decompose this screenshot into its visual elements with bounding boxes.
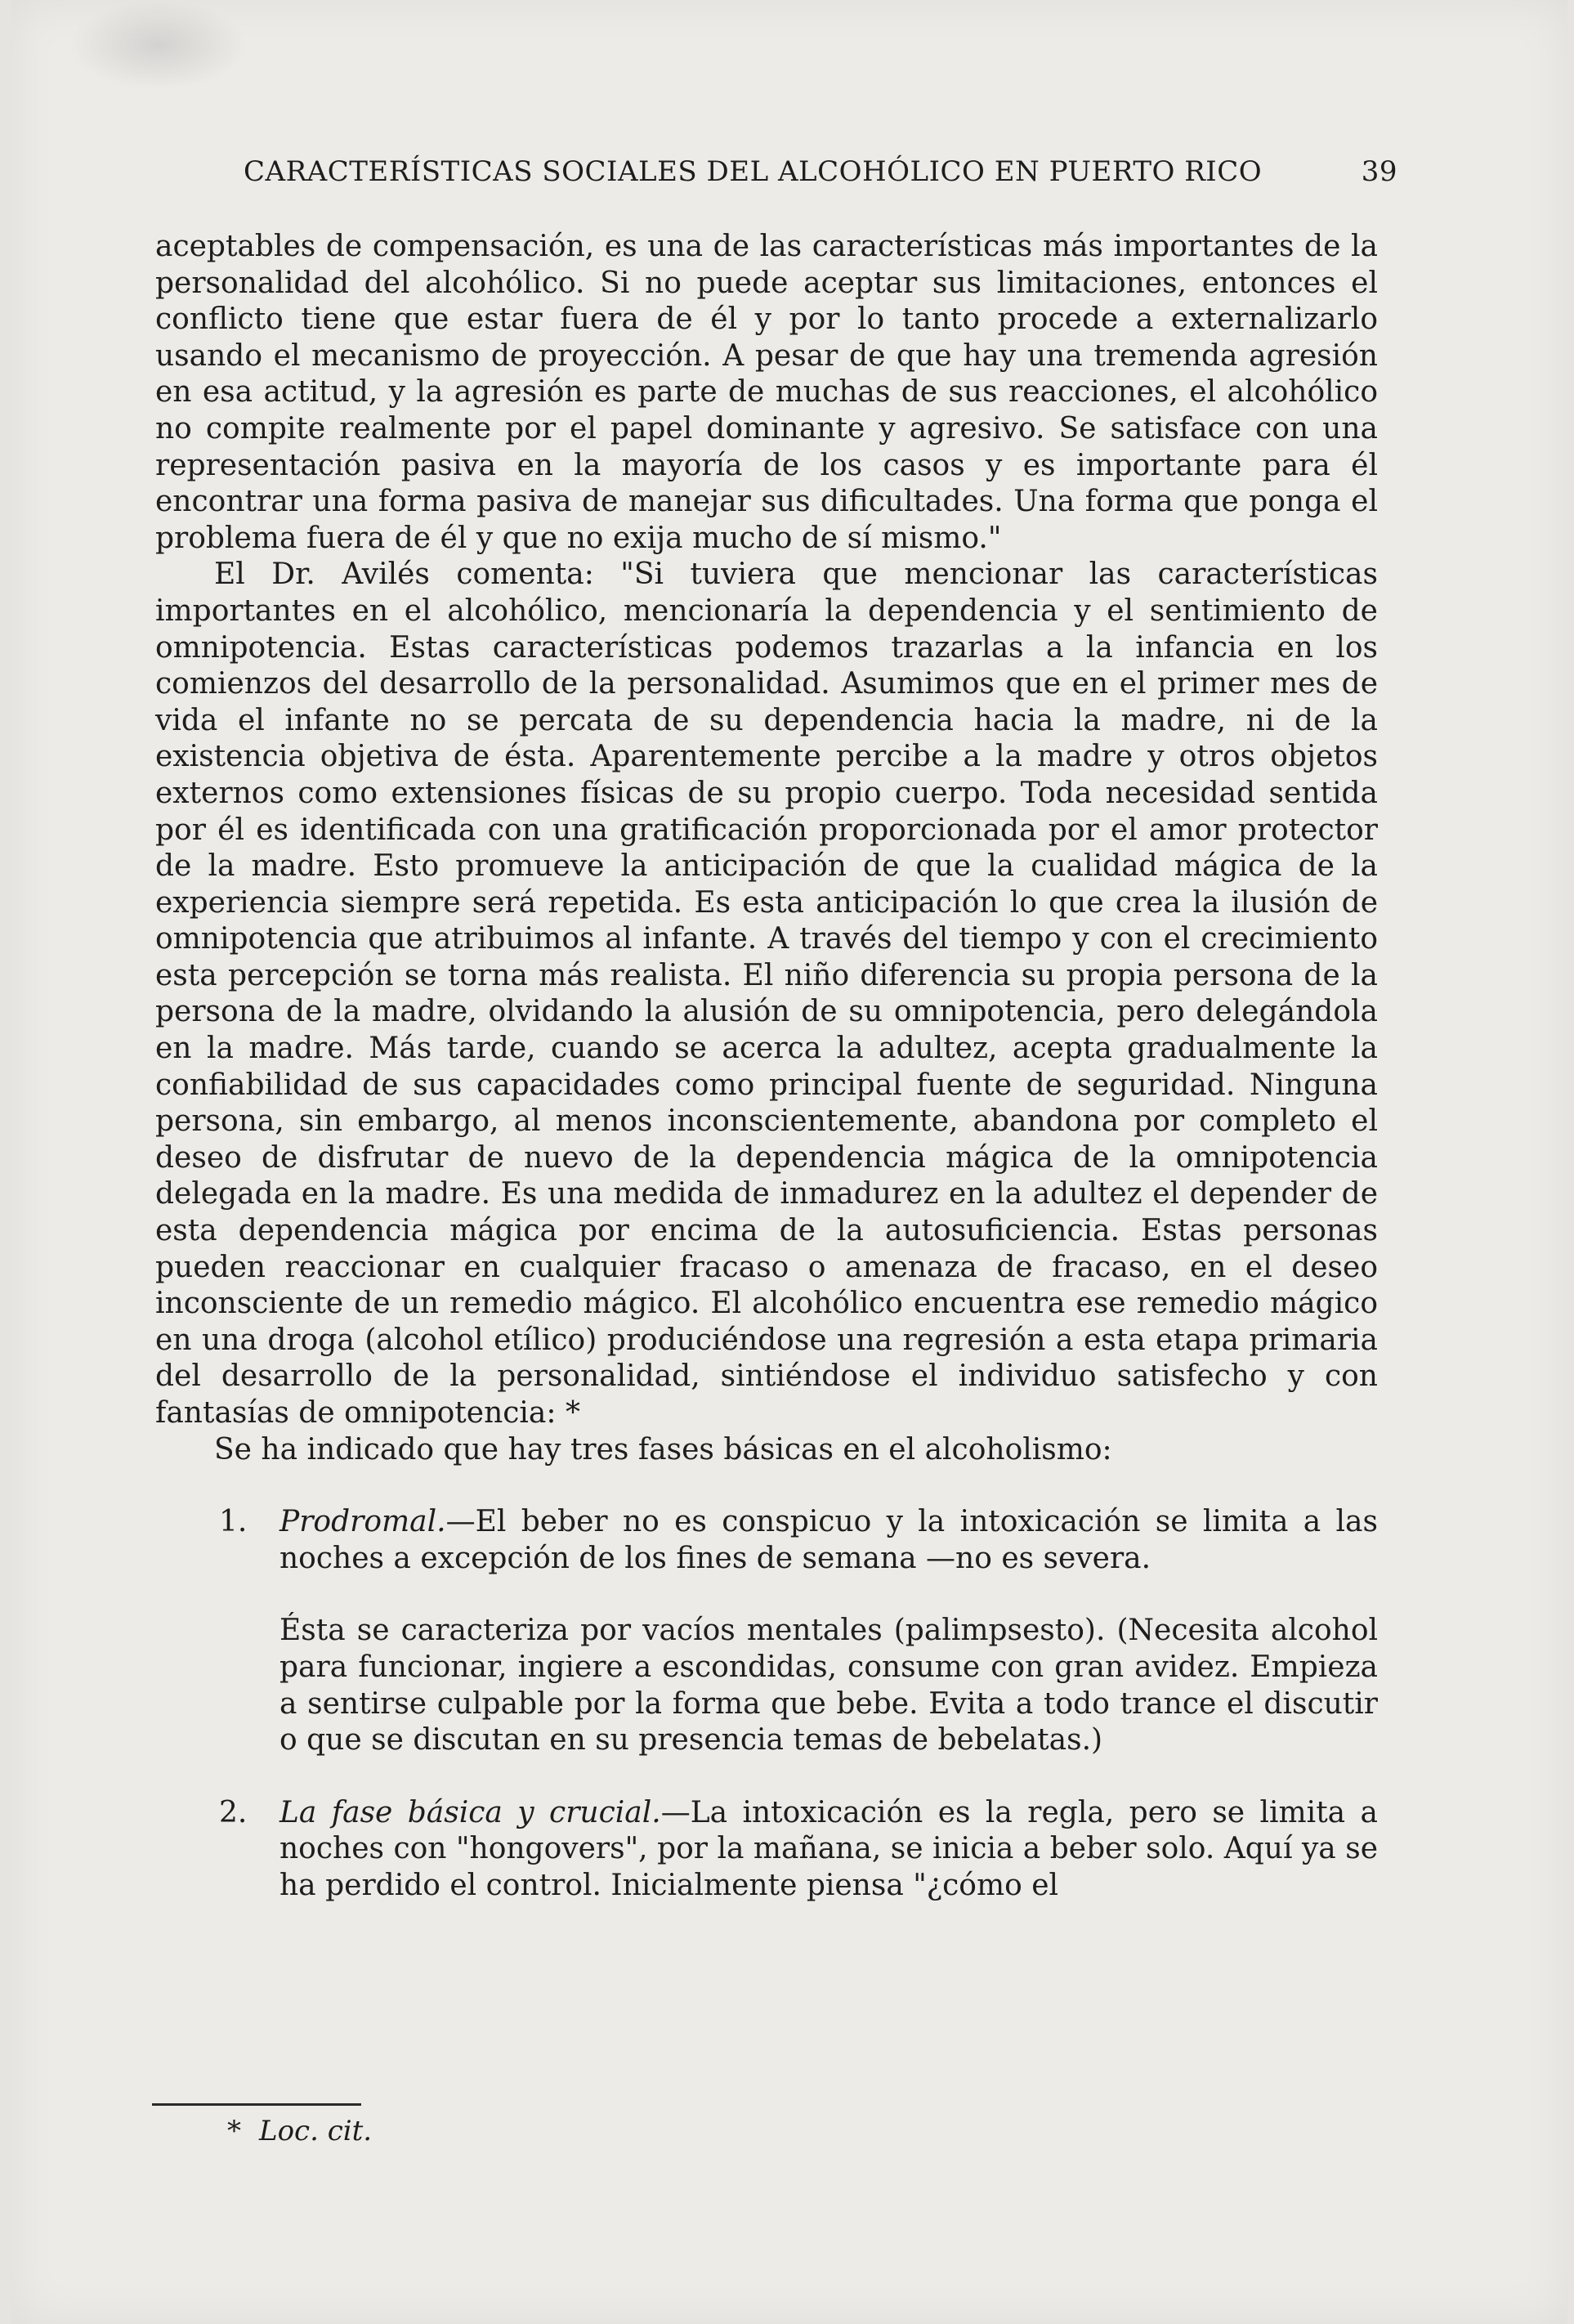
phase-list <box>155 1504 1378 1904</box>
running-head-title: CARACTERÍSTICAS SOCIALES DEL ALCOHÓLICO EN PUERTO RICO <box>244 155 1263 188</box>
page <box>11 0 1567 2324</box>
footnote-rule <box>152 2103 361 2106</box>
list-item-number: 1. <box>219 1505 248 1539</box>
list-item-term: Prodromal. <box>279 1505 446 1539</box>
paragraph: aceptables de compensación, es una de las características más importantes de la personalidad del alcohólico. Si no puede aceptar sus limitaciones, entonces el conflicto tiene que estar fuera de él y por lo tanto procede a externalizarlo usando el mecanismo de proyección. A pesar de que hay una tremenda agresión en esa actitud, y la agresión es parte de muchas de sus reacciones, el alcohólico no compite realmente por el papel dominante y agresivo. Se satisface con una representación pasiva en la mayoría de los casos y es importante para él encontrar una forma pasiva de manejar sus dificultades. Una forma que ponga el problema fuera de él y que no exija mucho de sí mismo." <box>155 230 1378 555</box>
footnote-mark: * <box>227 2115 241 2147</box>
footnote <box>227 2115 372 2147</box>
running-head <box>244 147 1397 196</box>
body-text <box>155 229 1378 1468</box>
list-item-term: La fase básica y crucial. <box>279 1795 661 1829</box>
footnote-text: Loc. cit. <box>259 2115 373 2147</box>
paragraph: El Dr. Avilés comenta: "Si tuviera que mencionar las características importantes en el alcohólico, mencionaría la dependencia y el sentimiento de omnipotencia. Estas características podemos trazarlas a la infancia en los comienzos del desarrollo de la personalidad. Asumimos que en el primer mes de vida el infante no se percata de su dependencia hacia la madre, ni de la existencia objetiva de ésta. Aparentemente percibe a la madre y otros objetos externos como extensiones físicas de su propio cuerpo. Toda necesidad sentida por él es identificada con una gratificación proporcionada por el amor protector de la madre. Esto promueve la anticipación de que la cualidad mágica de la experiencia siempre será repetida. Es esta anticipación lo que crea la ilusión de omnipotencia que atribuimos al infante. A través del tiempo y con el crecimiento esta percepción se torna más realista. El niño diferencia su propia persona de la persona de la madre, olvidando la alusión de su omnipotencia, pero delegándola en la madre. Más tarde, cuando se acerca la adultez, acepta gradualmente la confiabilidad de sus capacidades como principal fuente de seguridad. Ninguna persona, sin embargo, al menos inconscientemente, abandona por completo el deseo de disfrutar de nuevo de la dependencia mágica de la omnipotencia delegada en la madre. Es una medida de inmadurez en la adultez el depender de esta dependencia mágica por encima de la autosuficiencia. Estas personas pueden reaccionar en cualquier fracaso o amenaza de fracaso, en el deseo inconsciente de un remedio mágico. El alcohólico encuentra ese remedio mágico en una droga (alcohol etílico) produciéndose una regresión a esta etapa primaria del desarrollo de la personalidad, sintiéndose el individuo satisfecho y con fantasías de omnipotencia: * <box>155 557 1378 1430</box>
paragraph: Se ha indicado que hay tres fases básicas en el alcoholismo: <box>214 1432 1112 1466</box>
list-item <box>155 1795 1378 1905</box>
page-content <box>155 147 1397 1941</box>
list-item-subparagraph: Ésta se caracteriza por vacíos mentales (palimpsesto). (Necesita alcohol para funcionar, ingiere a escondidas, consume con gran avidez. Empieza a sentirse culpable por la forma que bebe. Evita a todo trance el discutir o que se discutan en su presencia temas de bebelatas.) <box>279 1614 1378 1758</box>
list-item-text <box>279 1504 1378 1577</box>
list-item-text <box>279 1795 1378 1905</box>
list-item-description: —La intoxicación es la regla, pero se limita a noches con "hongovers", por la mañana, se inicia a beber solo. Aquí ya se ha perdido el control. Inicialmente piensa "¿cómo el <box>279 1795 1378 1902</box>
page-number: 39 <box>1361 155 1397 188</box>
list-item-number: 2. <box>219 1795 248 1829</box>
list-item-description: —El beber no es conspicuo y la intoxicación se limita a las noches a excepción de los fines de semana —no es severa. <box>279 1505 1378 1575</box>
list-item <box>155 1504 1378 1759</box>
